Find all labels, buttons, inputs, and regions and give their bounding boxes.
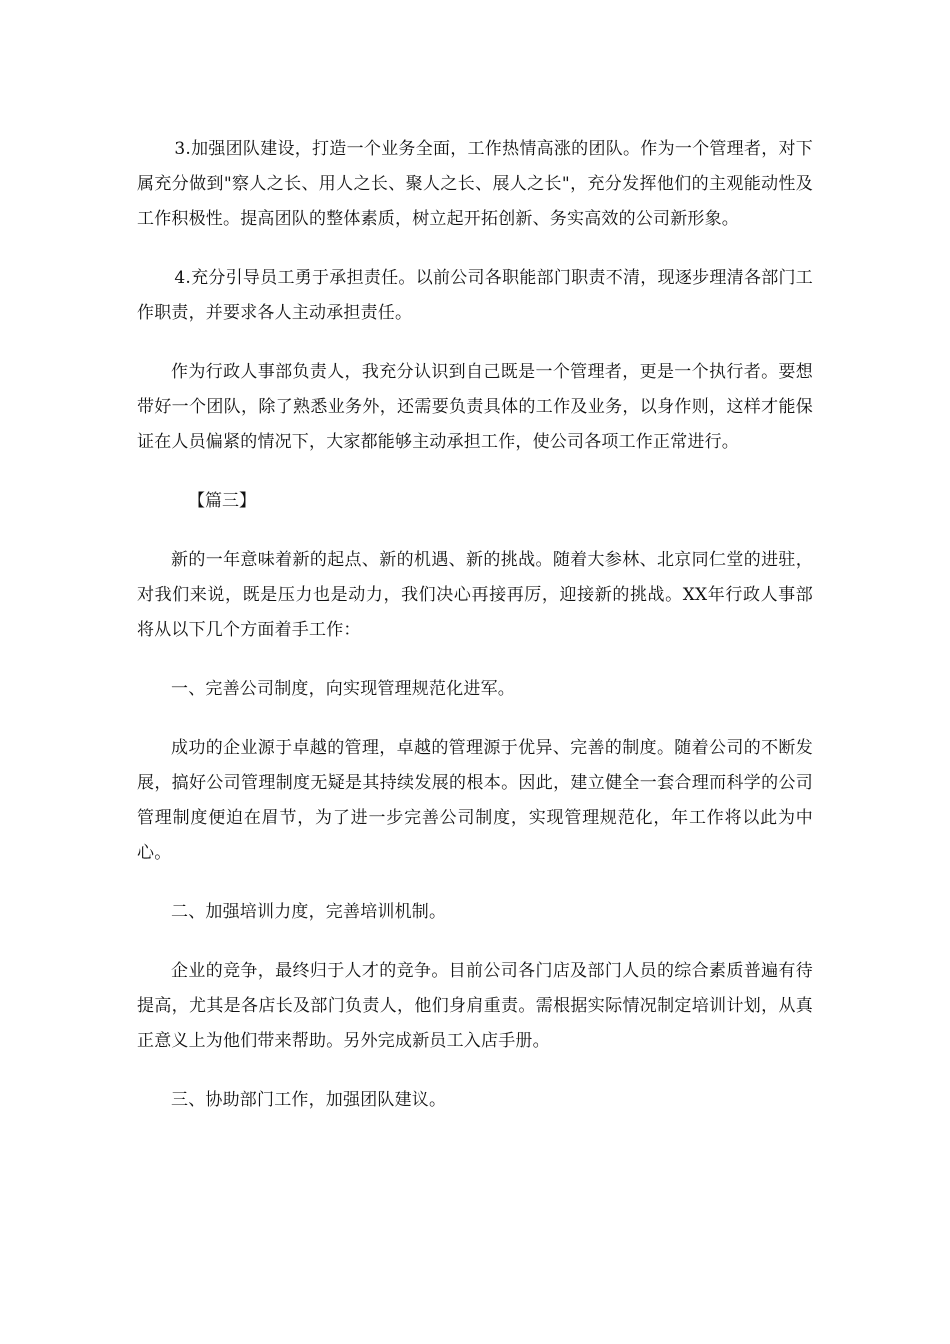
paragraph-management-system: 成功的企业源于卓越的管理，卓越的管理源于优异、完善的制度。随着公司的不断发展，搞好公司管理制度无疑是其持续发展的根本。因此，建立健全一套合理而科学的公司管理制度便迫在眉节，为了进一步完善公司制度，实现管理规范化，年工作将以此为中心。 bbox=[137, 738, 813, 863]
section-heading: 【篇三】 bbox=[188, 491, 256, 511]
paragraph-new-year: 新的一年意味着新的起点、新的机遇、新的挑战。随着大参林、北京同仁堂的进驻，对我们来说，既是压力也是动力，我们决心再接再厉，迎接新的挑战。XX年行政人事部将从以下几个方面着手工作： bbox=[137, 550, 813, 640]
subheading-team-assist: 三、协助部门工作，加强团队建议。 bbox=[171, 1090, 447, 1110]
document-body bbox=[137, 132, 813, 1142]
paragraph-talent-competition: 企业的竞争，最终归于人才的竞争。目前公司各门店及部门人员的综合素质普遍有待提高，尤其是各店长及部门负责人，他们身肩重责。需根据实际情况制定培训计划，从真正意义上为他们带来帮助。另外完成新员工入店手册。 bbox=[137, 961, 813, 1051]
paragraph-team-building: 3.加强团队建设，打造一个业务全面，工作热情高涨的团队。作为一个管理者，对下属充分做到"察人之长、用人之长、聚人之长、展人之长"，充分发挥他们的主观能动性及工作积极性。提高团队的整体素质，树立起开拓创新、务实高效的公司新形象。 bbox=[137, 139, 813, 229]
paragraph-role-reflection: 作为行政人事部负责人，我充分认识到自己既是一个管理者，更是一个执行者。要想带好一个团队，除了熟悉业务外，还需要负责具体的工作及业务，以身作则，这样才能保证在人员偏紧的情况下，大家都能够主动承担工作，使公司各项工作正常进行。 bbox=[137, 362, 813, 452]
subheading-improve-system: 一、完善公司制度，向实现管理规范化进军。 bbox=[171, 679, 515, 699]
subheading-training: 二、加强培训力度，完善培训机制。 bbox=[171, 902, 447, 922]
paragraph-responsibility: 4.充分引导员工勇于承担责任。以前公司各职能部门职责不清，现逐步理清各部门工作职责，并要求各人主动承担责任。 bbox=[137, 268, 813, 323]
